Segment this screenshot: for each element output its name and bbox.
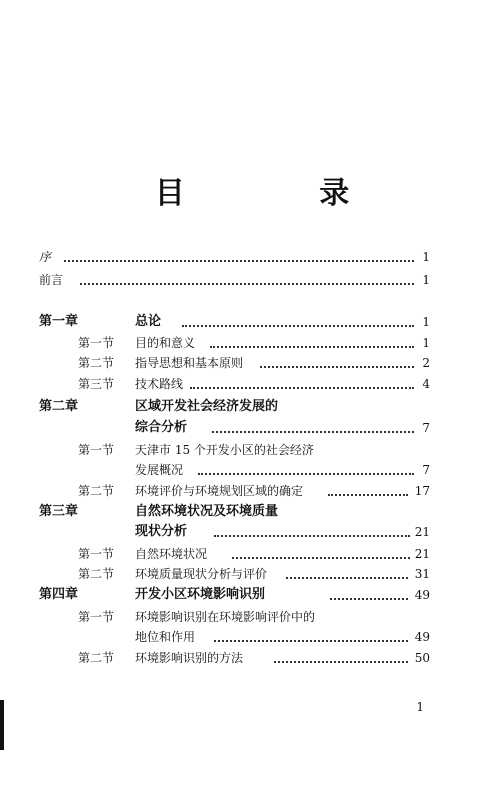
toc-section-2-2[interactable] — [0, 481, 504, 501]
toc-entry-label: 前言 — [39, 273, 64, 287]
toc-chapter-1[interactable] — [0, 312, 504, 332]
page-number: 1 — [416, 700, 424, 714]
toc-entry-label: 第三章 — [39, 504, 79, 519]
toc-entry-label: 第四章 — [39, 587, 79, 602]
dot-leader — [182, 325, 414, 327]
toc-chapter-3-cont[interactable] — [0, 522, 504, 542]
toc-entry-title: 环境质量现状分析与评价 — [135, 567, 268, 581]
dot-leader — [274, 661, 408, 663]
toc-entry-page: 1 — [422, 273, 430, 287]
toc-entry-page: 4 — [422, 377, 430, 391]
toc-entry-title: 现状分析 — [135, 524, 188, 539]
dot-leader — [214, 535, 410, 537]
toc-entry-title: 环境影响识别在环境影响评价中的 — [135, 610, 316, 624]
toc-entry-title: 自然环境状况 — [135, 547, 208, 561]
toc-entry-label: 第一节 — [78, 610, 115, 624]
toc-entry-title: 天津市 15 个开发小区的社会经济 — [135, 443, 314, 457]
toc-section-4-2[interactable] — [0, 648, 504, 668]
toc-entry-title: 技术路线 — [135, 377, 184, 391]
toc-chapter-2[interactable] — [0, 397, 504, 417]
toc-entry-page: 17 — [414, 484, 430, 498]
dot-leader — [260, 366, 414, 368]
toc-entry-page: 49 — [414, 630, 430, 644]
toc-section-2-1-cont[interactable] — [0, 460, 504, 480]
toc-entry-title: 目的和意义 — [135, 336, 196, 350]
toc-entry-page: 49 — [414, 588, 430, 602]
toc-entry-page: 7 — [422, 421, 430, 435]
dot-leader — [64, 260, 414, 262]
toc-entry-label: 第二节 — [78, 484, 115, 498]
toc-entry-label: 第一章 — [39, 314, 79, 329]
toc-entry-title: 指导思想和基本原则 — [135, 356, 244, 370]
toc-entry-page: 50 — [414, 651, 430, 665]
toc-entry-page: 2 — [422, 356, 430, 370]
toc-entry-title: 环境评价与环境规划区域的确定 — [135, 484, 304, 498]
toc-entry-label: 第三节 — [78, 377, 115, 391]
toc-entry-title: 发展概况 — [135, 463, 184, 477]
dot-leader — [232, 557, 410, 559]
toc-entry-title: 开发小区环境影响识别 — [135, 587, 266, 602]
toc-entry-label: 第二章 — [39, 399, 79, 414]
dot-leader — [328, 494, 408, 496]
toc-entry-title: 区域开发社会经济发展的 — [135, 399, 279, 414]
toc-chapter-4[interactable] — [0, 585, 504, 605]
toc-section-4-1-cont[interactable] — [0, 627, 504, 647]
toc-entry-label: 序 — [39, 250, 52, 264]
toc-entry-label: 第一节 — [78, 547, 115, 561]
toc-entry-title: 自然环境状况及环境质量 — [135, 504, 279, 519]
toc-entry-title: 总论 — [135, 314, 162, 329]
dot-leader — [190, 387, 414, 389]
toc-entry-title: 综合分析 — [135, 420, 188, 435]
toc-entry-preface[interactable] — [0, 247, 504, 267]
toc-entry-label: 第一节 — [78, 443, 115, 457]
dot-leader — [198, 473, 414, 475]
toc-entry-foreword[interactable] — [0, 270, 504, 290]
toc-section-4-1[interactable] — [0, 607, 504, 627]
toc-section-3-2[interactable] — [0, 564, 504, 584]
toc-entry-label: 第二节 — [78, 651, 115, 665]
toc-section-3-1[interactable] — [0, 544, 504, 564]
toc-section-1-2[interactable] — [0, 353, 504, 373]
toc-chapter-3[interactable] — [0, 502, 504, 522]
toc-entry-page: 7 — [422, 463, 430, 477]
toc-entry-label: 第二节 — [78, 567, 115, 581]
toc-chapter-2-cont[interactable] — [0, 418, 504, 438]
dot-leader — [330, 598, 408, 600]
toc-entry-title: 地位和作用 — [135, 630, 196, 644]
dot-leader — [214, 640, 408, 642]
toc-entry-label: 第一节 — [78, 336, 115, 350]
toc-entry-page: 21 — [414, 525, 430, 539]
dot-leader — [210, 346, 414, 348]
toc-entry-label: 第二节 — [78, 356, 115, 370]
toc-entry-page: 21 — [414, 547, 430, 561]
toc-entry-page: 1 — [422, 315, 430, 329]
scan-edge-mark — [0, 700, 4, 750]
dot-leader — [212, 431, 414, 433]
dot-leader — [286, 577, 408, 579]
page-title: 目 录 — [154, 176, 412, 211]
toc-entry-page: 1 — [422, 250, 430, 264]
toc-entry-page: 1 — [422, 336, 430, 350]
toc-section-1-1[interactable] — [0, 333, 504, 353]
toc-section-1-3[interactable] — [0, 374, 504, 394]
toc-entry-page: 31 — [414, 567, 430, 581]
toc-section-2-1[interactable] — [0, 440, 504, 460]
dot-leader — [80, 283, 414, 285]
toc-entry-title: 环境影响识别的方法 — [135, 651, 244, 665]
